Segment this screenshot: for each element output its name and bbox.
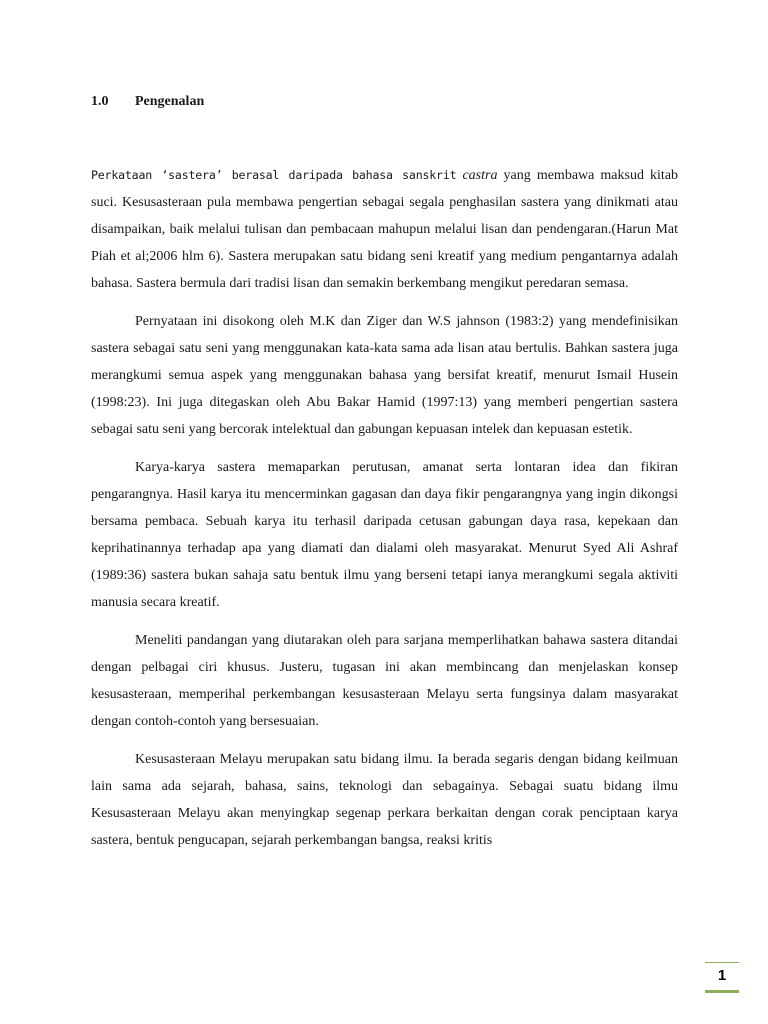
- paragraph-1: [91, 162, 678, 297]
- section-number: 1.0: [91, 94, 109, 109]
- section-title: Pengenalan: [135, 94, 205, 109]
- page-number-bottom-rule: [705, 990, 739, 993]
- paragraph-1-lead: Perkataan ‘sastera’ berasal daripada bahasa sanskrit: [91, 168, 457, 182]
- paragraph-1-rest: yang membawa maksud kitab suci. Kesusasteraan pula membawa pengertian sebagai segala penghasilan sastera yang dinikmati atau disampaikan, baik melalui tulisan dan pembacaan mahupun melalui lisan dan pendengaran.(Harun Mat Piah et al;2006 hlm 6). Sastera merupakan satu bidang seni kreatif yang medium pengantarnya adalah bahasa. Sastera bermula dari tradisi lisan dan semakin berkembang mengikut peredaran semasa.: [91, 168, 679, 291]
- body-text: [91, 162, 678, 865]
- page-number-top-rule: [705, 962, 739, 963]
- page-number: 1: [717, 967, 727, 984]
- paragraph-5: Kesusasteraan Melayu merupakan satu bidang ilmu. Ia berada segaris dengan bidang keilmuan lain sama ada sejarah, bahasa, sains, teknologi dan sebagainya. Sebagai suatu bidang ilmu Kesusasteraan Melayu akan menyingkap segenap perkara berkaitan dengan corak penciptaan karya sastera, bentuk pengucapan, sejarah perkembangan bangsa, reaksi kritis: [91, 752, 678, 848]
- paragraph-2: Pernyataan ini disokong oleh M.K dan Ziger dan W.S jahnson (1983:2) yang mendefinisikan sastera sebagai satu seni yang menggunakan kata-kata sama ada lisan atau bertulis. Bahkan sastera juga merangkumi semua aspek yang menggunakan bahasa yang bersifat kreatif, menurut Ismail Husein (1998:23). Ini juga ditegaskan oleh Abu Bakar Hamid (1997:13) yang memberi pengertian sastera sebagai satu seni yang bercorak intelektual dan gabungan kepuasan intelek dan kepuasan estetik.: [91, 314, 678, 437]
- paragraph-3: Karya-karya sastera memaparkan perutusan, amanat serta lontaran idea dan fikiran pengarangnya. Hasil karya itu mencerminkan gagasan dan daya fikir pengarangnya yang ingin dikongsi bersama pembaca. Sebuah karya itu terhasil daripada cetusan gabungan daya rasa, kepekaan dan keprihatinannya terhadap apa yang diamati dan dialami oleh masyarakat. Menurut Syed Ali Ashraf (1989:36) sastera bukan sahaja satu bentuk ilmu yang berseni tetapi ianya merangkumi segala aktiviti manusia secara kreatif.: [91, 460, 678, 610]
- page-number-box: [705, 962, 739, 994]
- paragraph-4: Meneliti pandangan yang diutarakan oleh para sarjana memperlihatkan bahawa sastera ditandai dengan pelbagai ciri khusus. Justeru, tugasan ini akan membincang dan menjelaskan konsep kesusasteraan, memperihal perkembangan kesusasteraan Melayu serta fungsinya dalam masyarakat dengan contoh-contoh yang bersesuaian.: [91, 633, 678, 729]
- term-castra: castra: [462, 168, 498, 183]
- section-heading: [91, 93, 204, 111]
